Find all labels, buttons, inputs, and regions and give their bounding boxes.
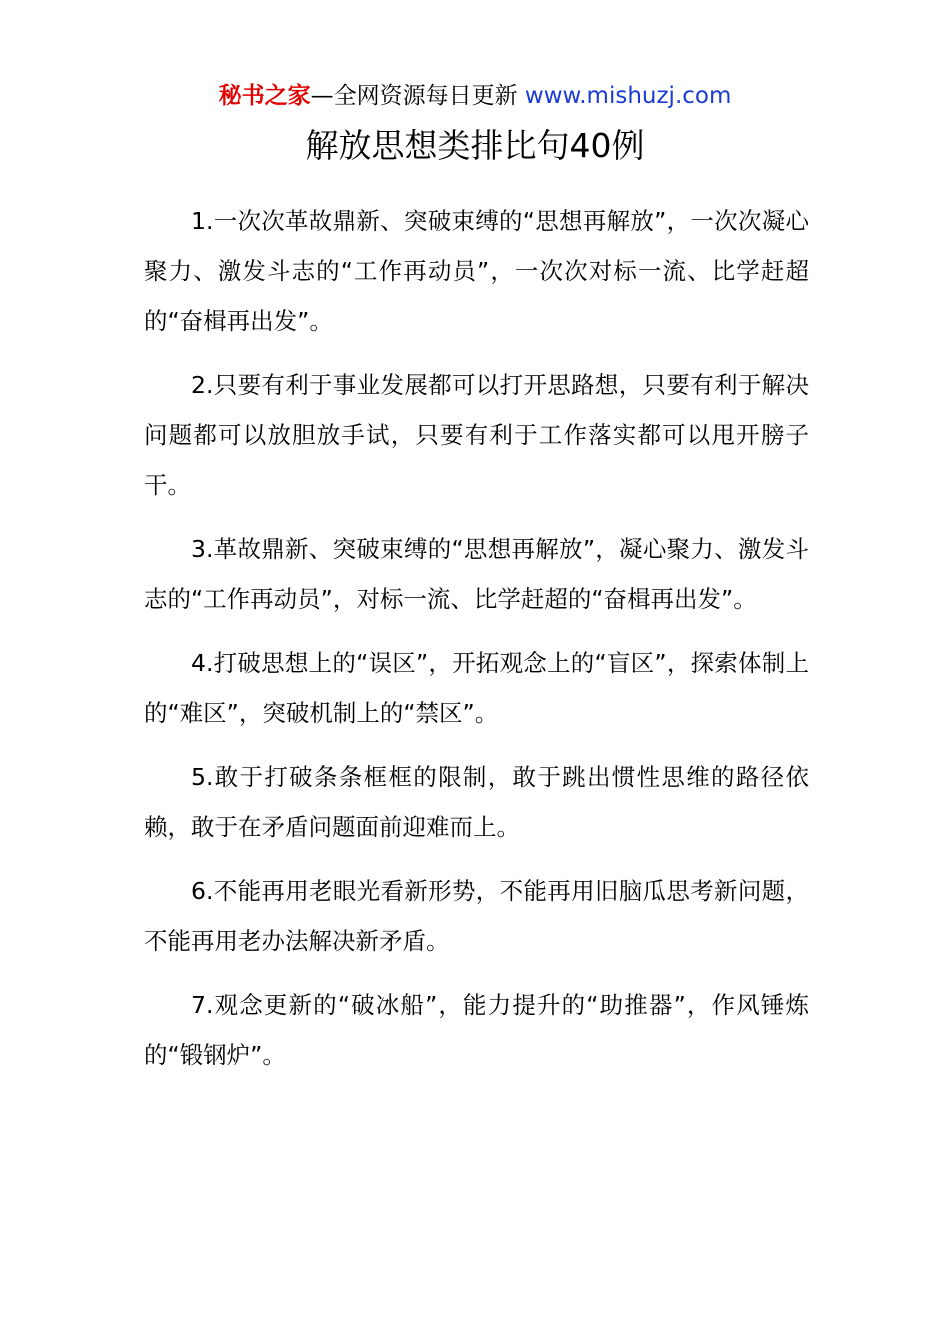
header-tagline: —全网资源每日更新: [310, 83, 518, 109]
paragraph-7: 7.观念更新的“破冰船”，能力提升的“助推器”，作风锤炼的“锻钢炉”。: [144, 991, 809, 1069]
document-title: 解放思想类排比句40例: [305, 126, 645, 165]
paragraph-4: 4.打破思想上的“误区”，开拓观念上的“盲区”，探索体制上的“难区”，突破机制上的“禁区”。: [144, 649, 809, 727]
brand-name: 秘书之家: [218, 83, 311, 109]
paragraph-2: 2.只要有利于事业发展都可以打开思路想，只要有利于解决问题都可以放胆放手试，只要有利于工作落实都可以甩开膀子干。: [144, 371, 809, 499]
paragraph-3: 3.革故鼎新、突破束缚的“思想再解放”，凝心聚力、激发斗志的“工作再动员”，对标一流、比学赶超的“奋楫再出发”。: [144, 535, 809, 613]
document-body: [144, 196, 809, 1094]
paragraph-6: 6.不能再用老眼光看新形势，不能再用旧脑瓜思考新问题，不能再用老办法解决新矛盾。: [144, 877, 809, 955]
site-url-link[interactable]: www.mishuzj.com: [524, 83, 732, 109]
paragraph-5: 5.敢于打破条条框框的限制，敢于跳出惯性思维的路径依赖，敢于在矛盾问题面前迎难而上。: [144, 763, 809, 841]
site-header: [0, 80, 950, 112]
paragraph-1: 1.一次次革故鼎新、突破束缚的“思想再解放”，一次次凝心聚力、激发斗志的“工作再动员”，一次次对标一流、比学赶超的“奋楫再出发”。: [144, 207, 809, 335]
